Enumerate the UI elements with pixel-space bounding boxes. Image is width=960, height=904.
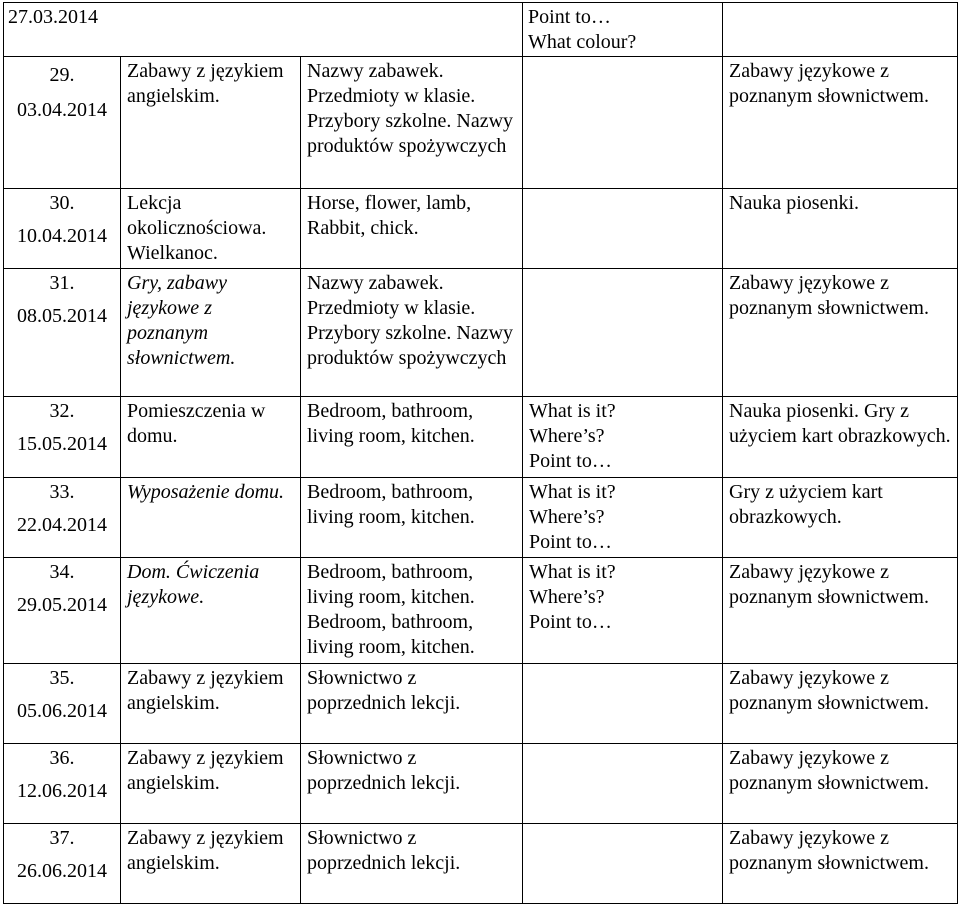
vocabulary-text: Horse, flower, lamb, Rabbit, chick. xyxy=(307,192,472,239)
topic-cell xyxy=(121,397,301,478)
lesson-date: 12.06.2014 xyxy=(17,780,107,802)
activity-text: Zabawy językowe z poznanym słownictwem. xyxy=(729,667,929,714)
activity-cell xyxy=(723,664,958,744)
activity-text: Nauka piosenki. Gry z użyciem kart obrazkowych. xyxy=(729,400,951,447)
lesson-number-cell xyxy=(4,189,121,269)
vocabulary-text: Bedroom, bathroom, living room, kitchen. Bedroom, bathroom, living room, kitchen. xyxy=(307,561,475,658)
lesson-number: 32. xyxy=(49,400,75,422)
table-row xyxy=(4,824,958,904)
structures-cell xyxy=(523,558,723,664)
lesson-number-cell xyxy=(4,57,121,189)
activity-cell xyxy=(723,269,958,397)
table-row xyxy=(4,3,958,57)
structures-text: What is it? Where’s? Point to… xyxy=(529,561,616,633)
lesson-number-cell xyxy=(4,478,121,558)
table-row xyxy=(4,744,958,824)
structures-text: What is it? Where’s? Point to… xyxy=(529,400,616,472)
table-row xyxy=(4,397,958,478)
topic-cell xyxy=(121,269,301,397)
table-row xyxy=(4,189,958,269)
vocabulary-cell xyxy=(301,269,523,397)
vocabulary-cell xyxy=(301,558,523,664)
lesson-number: 35. xyxy=(49,667,75,689)
topic-cell xyxy=(121,744,301,824)
structures-cell xyxy=(523,397,723,478)
vocabulary-cell xyxy=(301,478,523,558)
activity-text: Zabawy językowe z poznanym słownictwem. xyxy=(729,561,929,608)
structures-cell xyxy=(523,269,723,397)
table-row xyxy=(4,558,958,664)
lesson-date: 08.05.2014 xyxy=(17,305,107,327)
table-row xyxy=(4,269,958,397)
activity-cell xyxy=(723,478,958,558)
lesson-date: 05.06.2014 xyxy=(17,700,107,722)
lesson-date: 29.05.2014 xyxy=(17,594,107,616)
vocabulary-cell xyxy=(301,397,523,478)
structures-cell xyxy=(523,824,723,904)
topic-text: Zabawy z językiem angielskim. xyxy=(127,667,284,714)
vocabulary-text: Nazwy zabawek. Przedmioty w klasie. Przybory szkolne. Nazwy produktów spożywczych xyxy=(307,60,514,157)
vocabulary-cell xyxy=(301,744,523,824)
vocabulary-text: Słownictwo z poprzednich lekcji. xyxy=(307,747,461,794)
lesson-date: 26.06.2014 xyxy=(17,860,107,882)
lesson-number: 31. xyxy=(49,272,75,294)
topic-cell xyxy=(121,57,301,189)
topic-cell xyxy=(121,558,301,664)
topic-cell xyxy=(121,824,301,904)
vocabulary-text: Bedroom, bathroom, living room, kitchen. xyxy=(307,400,475,447)
lesson-number: 29. xyxy=(49,64,75,86)
structures-cell xyxy=(523,189,723,269)
lesson-number: 33. xyxy=(49,481,75,503)
structures-cell xyxy=(523,744,723,824)
lesson-number-cell xyxy=(4,558,121,664)
lesson-schedule xyxy=(3,2,958,904)
activity-cell xyxy=(723,57,958,189)
lesson-number-cell xyxy=(4,664,121,744)
lesson-date: 27.03.2014 xyxy=(8,6,98,28)
activity-cell xyxy=(723,397,958,478)
vocabulary-cell xyxy=(301,189,523,269)
activity-text: Zabawy językowe z poznanym słownictwem. xyxy=(729,827,929,874)
activity-text: Zabawy językowe z poznanym słownictwem. xyxy=(729,272,929,319)
lesson-number: 34. xyxy=(49,561,75,583)
date-cell xyxy=(4,3,523,57)
lesson-number-cell xyxy=(4,269,121,397)
structures-text: Point to… What colour? xyxy=(528,6,637,53)
lesson-number-cell xyxy=(4,824,121,904)
structures-text: What is it? Where’s? Point to… xyxy=(529,481,616,553)
lesson-date: 10.04.2014 xyxy=(17,225,107,247)
topic-text: Zabawy z językiem angielskim. xyxy=(127,60,284,107)
topic-text: Dom. Ćwiczenia językowe. xyxy=(127,561,260,608)
vocabulary-text: Nazwy zabawek. Przedmioty w klasie. Przybory szkolne. Nazwy produktów spożywczych xyxy=(307,272,514,369)
table-row xyxy=(4,478,958,558)
table-row xyxy=(4,664,958,744)
topic-text: Lekcja okolicznościowa. Wielkanoc. xyxy=(127,192,267,264)
activity-cell xyxy=(723,824,958,904)
lesson-number: 36. xyxy=(49,747,75,769)
topic-text: Gry, zabawy językowe z poznanym słownictwem. xyxy=(127,272,236,369)
topic-cell xyxy=(121,664,301,744)
lesson-number: 30. xyxy=(49,192,75,214)
lesson-date: 15.05.2014 xyxy=(17,433,107,455)
vocabulary-text: Słownictwo z poprzednich lekcji. xyxy=(307,827,461,874)
vocabulary-cell xyxy=(301,57,523,189)
vocabulary-text: Słownictwo z poprzednich lekcji. xyxy=(307,667,461,714)
lesson-number-cell xyxy=(4,397,121,478)
lesson-number-cell xyxy=(4,744,121,824)
activity-text: Zabawy językowe z poznanym słownictwem. xyxy=(729,60,929,107)
topic-text: Wyposażenie domu. xyxy=(127,481,285,503)
vocabulary-text: Bedroom, bathroom, living room, kitchen. xyxy=(307,481,475,528)
structures-cell xyxy=(523,3,723,57)
activity-text: Zabawy językowe z poznanym słownictwem. xyxy=(729,747,929,794)
activity-text: Gry z użyciem kart obrazkowych. xyxy=(729,481,883,528)
structures-cell xyxy=(523,664,723,744)
lesson-schedule-table xyxy=(3,2,958,904)
vocabulary-cell xyxy=(301,824,523,904)
lesson-date: 03.04.2014 xyxy=(17,99,107,121)
activity-cell xyxy=(723,3,958,57)
topic-text: Pomieszczenia w domu. xyxy=(127,400,266,447)
topic-text: Zabawy z językiem angielskim. xyxy=(127,747,284,794)
activity-cell xyxy=(723,744,958,824)
activity-cell xyxy=(723,189,958,269)
activity-cell xyxy=(723,558,958,664)
topic-cell xyxy=(121,478,301,558)
table-row xyxy=(4,57,958,189)
lesson-date: 22.04.2014 xyxy=(17,514,107,536)
topic-cell xyxy=(121,189,301,269)
lesson-number: 37. xyxy=(49,827,75,849)
structures-cell xyxy=(523,57,723,189)
vocabulary-cell xyxy=(301,664,523,744)
topic-text: Zabawy z językiem angielskim. xyxy=(127,827,284,874)
activity-text: Nauka piosenki. xyxy=(729,192,860,214)
structures-cell xyxy=(523,478,723,558)
